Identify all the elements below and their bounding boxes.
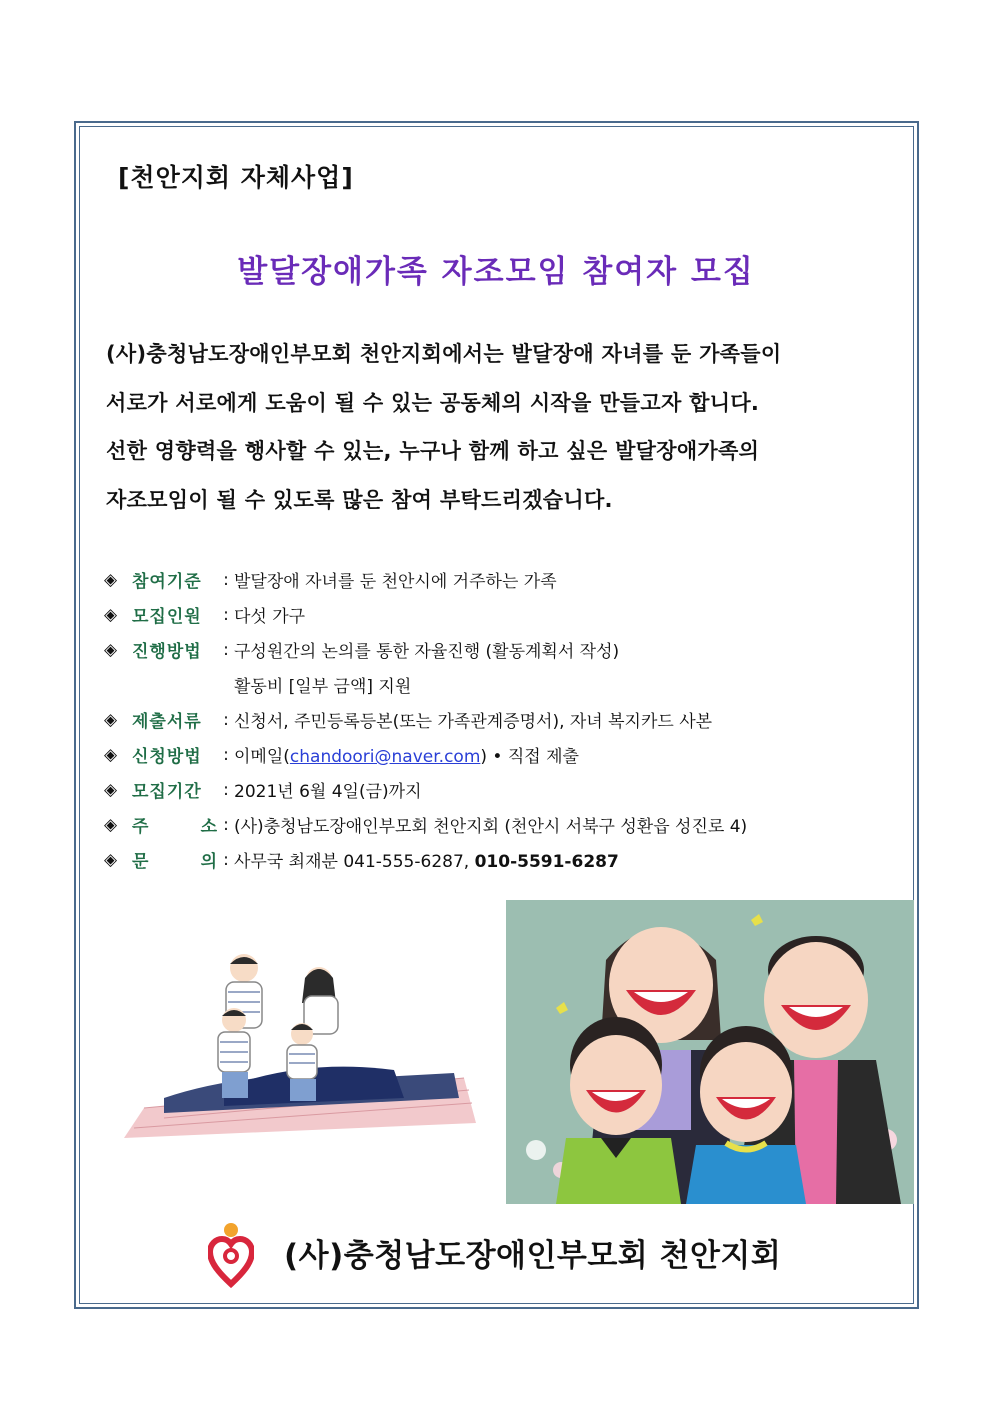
family-painting-image	[506, 900, 914, 1204]
info-value: 발달장애 자녀를 둔 천안시에 거주하는 가족	[234, 572, 557, 592]
label-char: 문	[132, 852, 150, 872]
email-link[interactable]: chandoori@naver.com	[289, 747, 481, 767]
label-char: 의	[200, 852, 218, 872]
diamond-bullet-icon: ◈	[104, 569, 118, 590]
section-tag: [천안지회 자체사업]	[118, 163, 354, 192]
diamond-bullet-icon: ◈	[104, 849, 118, 870]
info-value: 다섯 가구	[234, 607, 306, 627]
intro-line: 서로가 서로에게 도움이 될 수 있는 공동체의 시작을 만들고자 합니다.	[106, 390, 760, 415]
diamond-bullet-icon: ◈	[104, 639, 118, 660]
contact-phone-bold: 010-5591-6287	[474, 852, 619, 872]
apply-suffix: ) • 직접 제출	[480, 747, 579, 767]
info-value: (사)충청남도장애인부모회 천안지회 (천안시 서북구 성환읍 성진로 4)	[234, 817, 748, 837]
organization-logo-icon	[208, 1222, 254, 1288]
colon: :	[223, 639, 229, 660]
info-label: 모집인원	[132, 607, 202, 627]
intro-line: (사)충청남도장애인부모회 천안지회에서는 발달장애 자녀를 둔 가족들이	[106, 342, 782, 366]
info-value: 신청서, 주민등록등본(또는 가족관계증명서), 자녀 복지카드 사본	[234, 712, 713, 732]
info-value	[234, 742, 579, 767]
apply-prefix: 이메일(	[234, 747, 290, 767]
info-value: 2021년 6월 4일(금)까지	[234, 782, 422, 802]
colon: :	[223, 779, 229, 800]
colon: :	[223, 604, 229, 625]
info-label: 참여기준	[132, 572, 202, 592]
info-label	[132, 847, 218, 872]
diamond-bullet-icon: ◈	[104, 744, 118, 765]
info-label	[132, 812, 218, 837]
info-label: 제출서류	[132, 712, 202, 732]
info-row-criteria	[104, 562, 894, 597]
info-row-contact	[104, 842, 894, 877]
label-char: 소	[200, 817, 218, 837]
colon: :	[223, 709, 229, 730]
info-value: 활동비 [일부 금액] 지원	[234, 677, 412, 697]
intro-paragraph	[106, 330, 886, 524]
info-row-period	[104, 772, 894, 807]
info-row-apply	[104, 737, 894, 772]
contact-text: 사무국 최재분 041-555-6287,	[234, 852, 475, 872]
colon: :	[223, 744, 229, 765]
info-label: 진행방법	[132, 642, 202, 662]
info-label: 신청방법	[132, 747, 202, 767]
diamond-bullet-icon: ◈	[104, 709, 118, 730]
info-list	[104, 562, 894, 877]
colon: :	[223, 814, 229, 835]
footer-organization-name: (사)충청남도장애인부모회 천안지회	[284, 1238, 782, 1274]
label-char: 주	[132, 817, 150, 837]
info-value	[234, 847, 619, 872]
info-value: 구성원간의 논의를 통한 자율진행 (활동계획서 작성)	[234, 642, 620, 662]
intro-line: 자조모임이 될 수 있도록 많은 참여 부탁드리겠습니다.	[106, 487, 613, 512]
info-label: 모집기간	[132, 782, 202, 802]
page-title: 발달장애가족 자조모임 참여자 모집	[237, 254, 755, 290]
diamond-bullet-icon: ◈	[104, 814, 118, 835]
info-row-documents	[104, 702, 894, 737]
info-row-method-cont	[104, 667, 894, 702]
diamond-bullet-icon: ◈	[104, 779, 118, 800]
family-picnic-illustration	[104, 948, 476, 1148]
info-row-address	[104, 807, 894, 842]
info-row-recruits	[104, 597, 894, 632]
colon: :	[223, 569, 229, 590]
info-row-method	[104, 632, 894, 667]
intro-line: 선한 영향력을 행사할 수 있는, 누구나 함께 하고 싶은 발달장애가족의	[106, 439, 760, 463]
colon: :	[223, 849, 229, 870]
diamond-bullet-icon: ◈	[104, 604, 118, 625]
